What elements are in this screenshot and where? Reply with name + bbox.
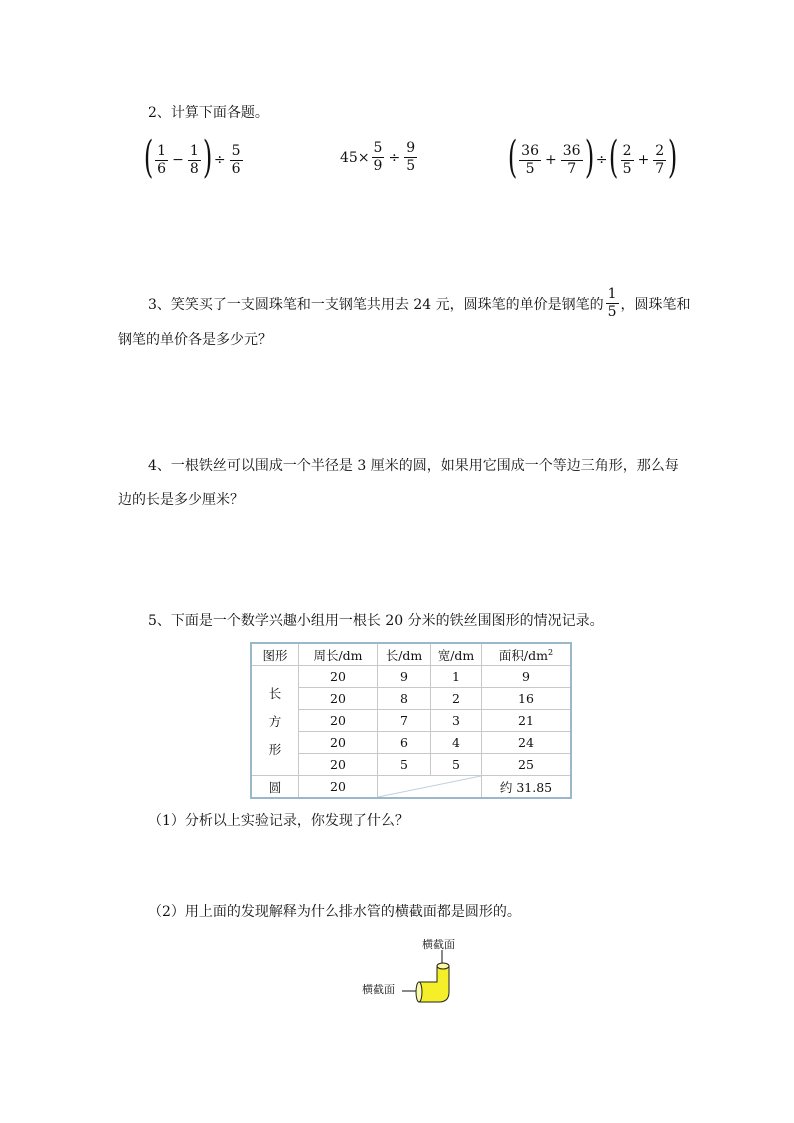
- table-row: 20 6 4 24: [251, 732, 571, 754]
- q3-line-1: 3、笑笑买了一支圆珠笔和一支钢笔共用去 24 元，圆珠笔的单价是钢笔的 $\frac{1}{5}$ ，圆珠笔和: [148, 286, 691, 320]
- experiment-record-table: [250, 642, 572, 799]
- q2-expression-2: 45× $\frac{5}{9}$ ÷ $\frac{9}{5}$: [340, 140, 416, 174]
- table-row: 20 5 5 25: [251, 754, 571, 776]
- table-row-circle: 圆 20 约 31.85: [251, 776, 571, 799]
- header-perimeter: 周长/dm: [299, 643, 378, 666]
- diagonal-line: [378, 776, 481, 797]
- figure-label-left: 横截面: [362, 983, 395, 996]
- header-length: 长/dm: [378, 643, 431, 666]
- q4-line-1: 4、一根铁丝可以围成一个半径是 3 厘米的圆，如果用它围成一个等边三角形，那么每: [148, 458, 679, 474]
- q2-expression-3: ( $\frac{36}{5}$ + $\frac{36}{7}$ ) ÷ ( $\frac{2}{5}$ + $\frac{2}{7}$ ): [507, 132, 678, 183]
- q5-sub-question-2: （2）用上面的发现解释为什么排水管的横截面都是圆形的。: [148, 904, 521, 920]
- q5-sub-question-1: （1）分析以上实验记录，你发现了什么？: [148, 813, 409, 829]
- empty-diagonal-cell: [378, 776, 482, 799]
- header-width: 宽/dm: [431, 643, 482, 666]
- q3-line-2: 钢笔的单价各是多少元？: [118, 332, 272, 348]
- header-area: 面积$/dm^2$: [482, 643, 572, 666]
- table-row: 20 8 2 16: [251, 688, 571, 710]
- table-header-row: [251, 643, 571, 666]
- rect-label-cell: 长 方 形: [251, 666, 299, 776]
- figure-label-top: 横截面: [422, 938, 455, 951]
- q2-expression-1: ( $\frac{1}{6}$ − $\frac{1}{8}$ ) ÷ $\frac{5}{6}$: [143, 132, 241, 183]
- q2-title: 2、计算下面各题。: [148, 105, 269, 121]
- drain-pipe-illustration: [395, 950, 465, 1006]
- table-row: 长 方 形 20 9 1 9: [251, 666, 571, 688]
- q5-title: 5、下面是一个数学兴趣小组用一根长 20 分米的铁丝围图形的情况记录。: [148, 613, 604, 629]
- table-row: 20 7 3 21: [251, 710, 571, 732]
- header-shape: 图形: [251, 643, 299, 666]
- q4-line-2: 边的长是多少厘米？: [118, 492, 244, 508]
